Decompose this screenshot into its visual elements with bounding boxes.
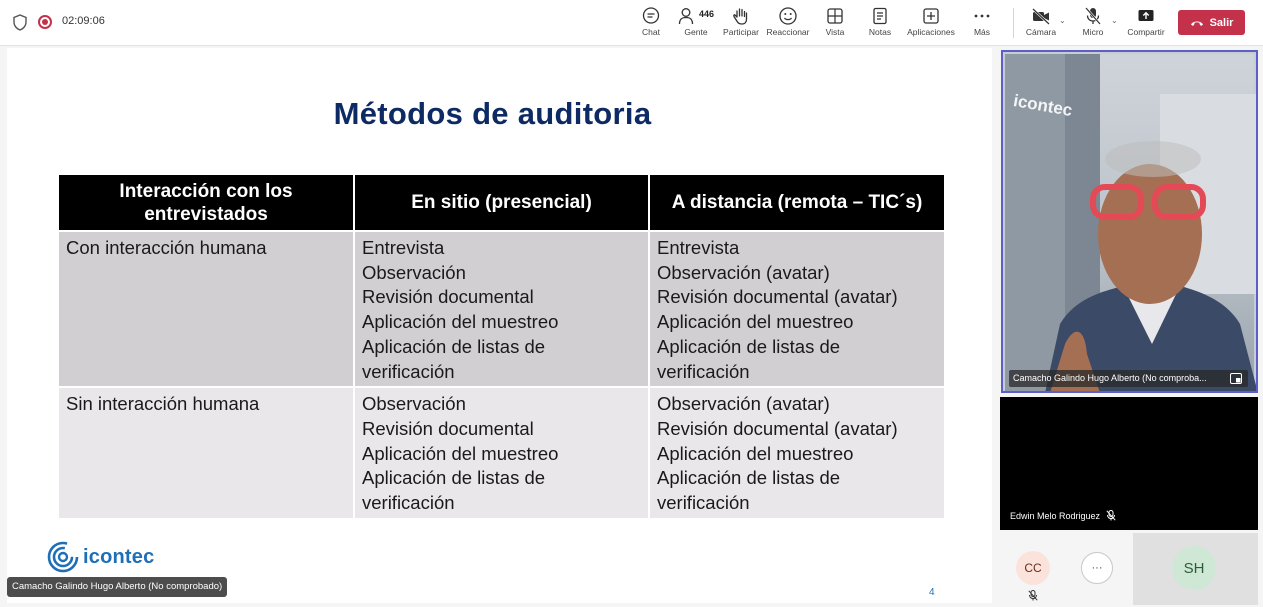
chat-icon (641, 6, 661, 26)
raise-hand-button[interactable] (722, 6, 760, 42)
notes-label: Notas (868, 27, 892, 37)
participant-video-tile[interactable] (1001, 50, 1258, 393)
slide-page-number: 4 (929, 587, 935, 598)
chat-label: Chat (642, 27, 660, 37)
people-button[interactable] (680, 6, 715, 42)
shared-slide (7, 48, 992, 603)
react-button[interactable] (766, 6, 810, 42)
hand-icon (731, 6, 751, 26)
react-label: Reaccionar (766, 27, 810, 37)
row-label: Sin interacción humana (59, 387, 354, 518)
meeting-timer: 02:09:06 (62, 15, 105, 27)
row-label: Con interacción humana (59, 231, 354, 387)
remote-cell: Observación (avatar) Revisión documental (avatar) Aplicación del muestreo Aplicación de listas de verificación (649, 387, 944, 518)
participant-name-label: Camacho Galindo Hugo Alberto (No comproba... (1009, 370, 1248, 387)
icontec-logo-icon (47, 541, 79, 573)
more-dots-icon (972, 6, 992, 26)
leave-label: Salir (1209, 16, 1234, 29)
camera-off-icon (1031, 6, 1051, 26)
unpin-icon[interactable] (1230, 373, 1242, 384)
audit-methods-table (59, 175, 944, 518)
hang-up-icon (1190, 19, 1204, 27)
leave-button[interactable] (1178, 10, 1245, 35)
meeting-toolbar (0, 0, 1263, 46)
avatar-sh: SH (1172, 546, 1216, 590)
shield-icon (13, 14, 27, 31)
share-button[interactable] (1127, 6, 1165, 42)
recording-indicator-icon (38, 15, 52, 29)
mic-options-chevron-icon[interactable]: ⌄ (1111, 16, 1118, 25)
onsite-cell: Observación Revisión documental Aplicación del muestreo Aplicación de listas de verificación (354, 387, 649, 518)
mic-off-icon (1083, 6, 1103, 26)
avatar-cc[interactable]: CC (1016, 551, 1050, 585)
slide-title: Métodos de auditoria (333, 96, 652, 131)
participant-name-label: Edwin Melo Rodriguez (1010, 510, 1101, 521)
table-row (59, 231, 944, 387)
people-icon (678, 6, 698, 26)
camera-label: Cámara (1025, 27, 1057, 37)
video-wall-logo-text: icontec (1011, 90, 1074, 121)
grid-icon (825, 6, 845, 26)
add-app-icon (921, 6, 941, 26)
table-header-interaction: Interacción con los entrevistados (59, 175, 354, 231)
table-header-remote: A distancia (remota – TIC´s) (649, 175, 944, 231)
notes-button[interactable] (866, 6, 894, 42)
toolbar-divider (1013, 8, 1014, 38)
camera-options-chevron-icon[interactable]: ⌄ (1059, 16, 1066, 25)
mic-muted-icon (1106, 510, 1116, 521)
mic-label: Micro (1082, 27, 1104, 37)
people-count-badge: 446 (699, 9, 715, 19)
participant-tile-edwin[interactable] (1000, 397, 1258, 530)
share-label: Compartir (1127, 27, 1165, 37)
icontec-logo-text: icontec (83, 545, 155, 568)
participant-name-row (1010, 510, 1116, 521)
view-button[interactable] (822, 6, 848, 42)
chat-button[interactable] (638, 6, 664, 42)
people-label: Gente (684, 27, 708, 37)
onsite-cell: Entrevista Observación Revisión documental Aplicación del muestreo Aplicación de listas de verificación (354, 231, 649, 387)
share-screen-icon (1136, 6, 1156, 26)
mic-button[interactable] (1080, 6, 1106, 42)
mic-muted-icon (1028, 590, 1038, 601)
camera-button[interactable] (1025, 6, 1057, 42)
apps-label: Aplicaciones (907, 27, 955, 37)
table-header-row (59, 175, 944, 231)
more-participants-button[interactable]: ··· (1081, 552, 1113, 584)
icontec-logo (47, 541, 154, 573)
remote-cell: Entrevista Observación (avatar) Revisión documental (avatar) Aplicación del muestreo Aplicación de listas de verificación (649, 231, 944, 387)
view-label: Vista (825, 27, 845, 37)
presenter-name-label: Camacho Galindo Hugo Alberto (No comprobado) (7, 577, 227, 597)
notes-icon (870, 6, 890, 26)
more-button[interactable] (970, 6, 994, 42)
raise-hand-label: Participar (723, 27, 759, 37)
table-row (59, 387, 944, 518)
table-header-onsite: En sitio (presencial) (354, 175, 649, 231)
apps-button[interactable] (906, 6, 956, 42)
more-label: Más (973, 27, 991, 37)
smile-icon (778, 6, 798, 26)
